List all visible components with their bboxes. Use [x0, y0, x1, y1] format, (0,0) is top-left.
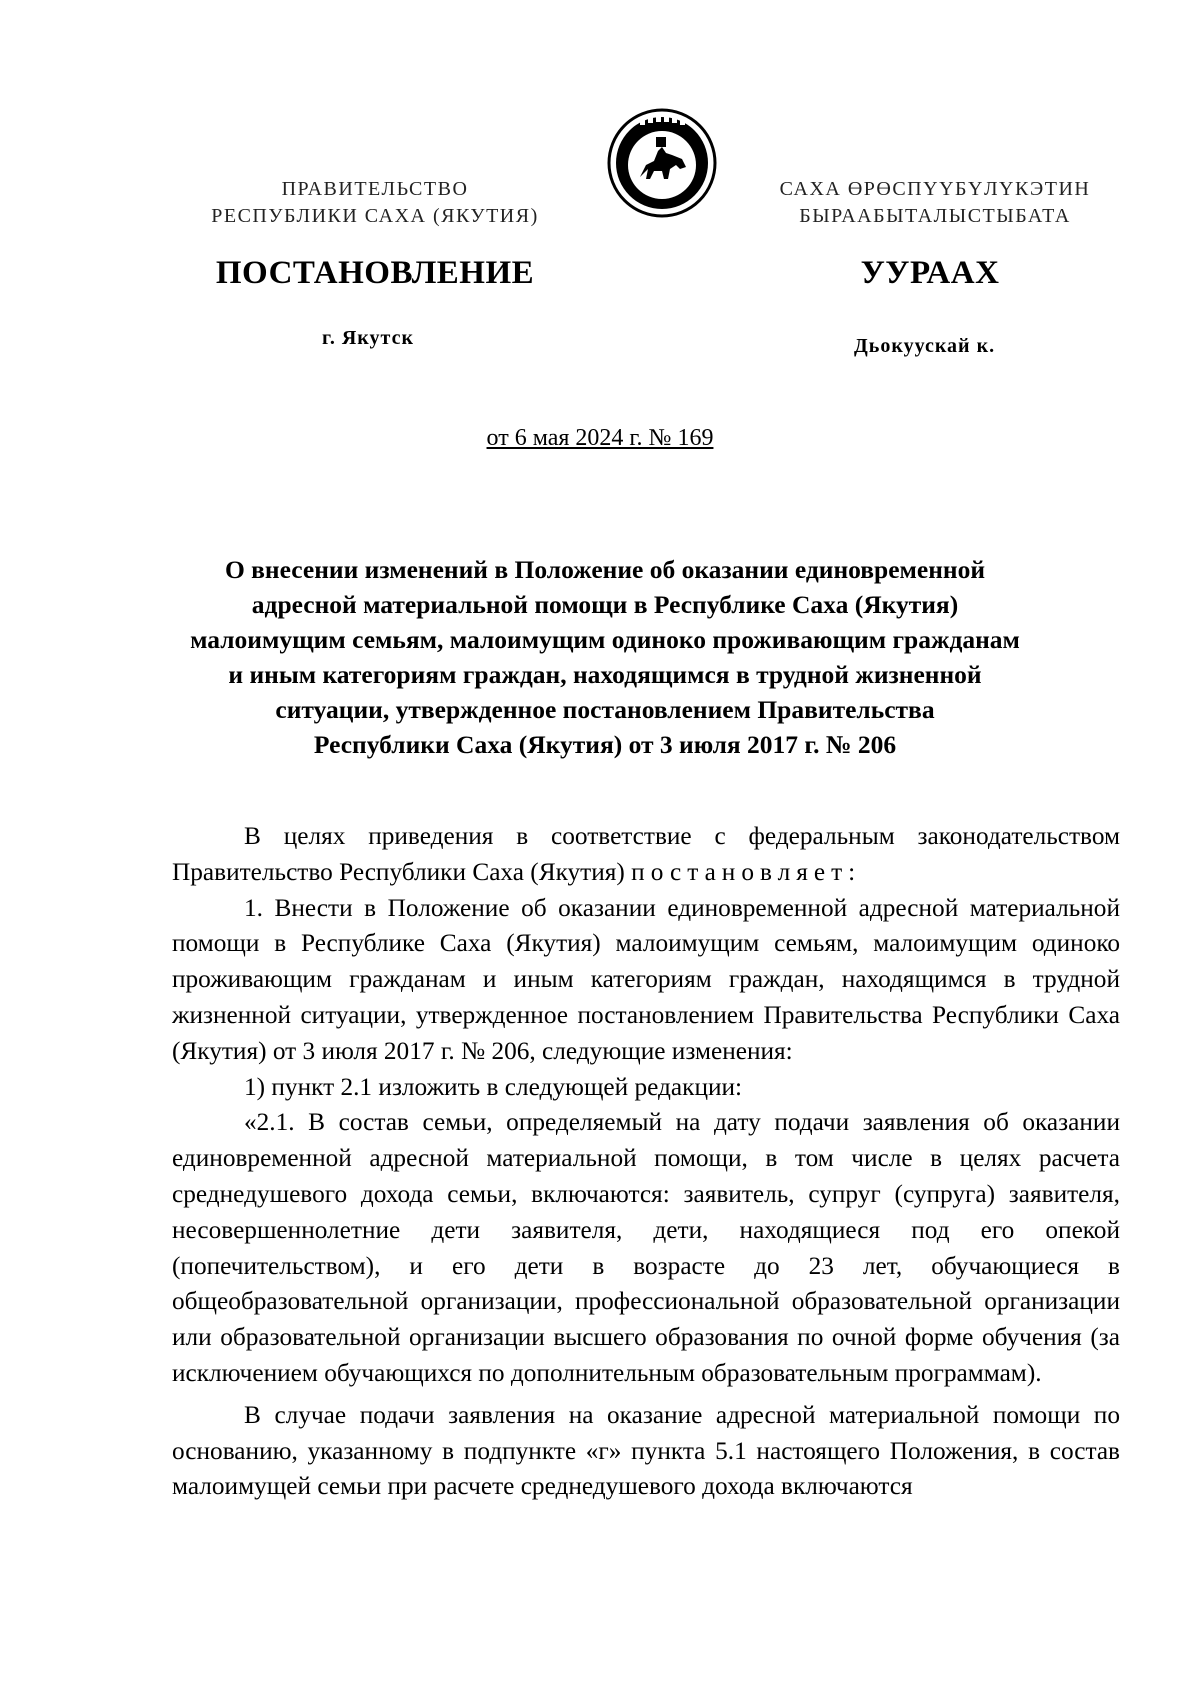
subject-line: и иным категориям граждан, находящимся в трудной жизненной [228, 660, 982, 689]
issuer-name-sakha [755, 176, 1115, 230]
preamble-text: В целях приведения в соответствие с федеральным законодательством Правительство Республики Саха (Якутия) [172, 822, 1120, 886]
document-type-sakha: УУРААХ [860, 255, 1000, 291]
date-number-text: от 6 мая 2024 г. № 169 [486, 425, 714, 451]
subject-line: Республики Саха (Якутия) от 3 июля 2017 г. № 206 [313, 730, 897, 759]
document-date-number [0, 425, 1200, 452]
coat-of-arms-emblem-icon [606, 107, 718, 219]
subject-line: ситуации, утвержденное постановлением Правительства [275, 695, 935, 724]
document-type-russian: ПОСТАНОВЛЕНИЕ [215, 255, 535, 291]
document-subject [160, 552, 1050, 762]
issuer-line-1-sakha: САХА ӨРӨСПҮҮБҮЛҮКЭТИН [779, 178, 1091, 200]
subparagraph-1: 1) пункт 2.1 изложить в следующей редакции: [244, 1072, 743, 1101]
preamble-paragraph [172, 819, 1120, 891]
quoted-paragraph: «2.1. В состав семьи, определяемый на дату подачи заявления об оказании единовременной адресной материальной помощи, в том числе в целях расчета среднедушевого дохода семьи, включаются: заявитель, супруг (супруга) заявителя, несовершеннолетние дети заявителя, дети, находящиеся под его опекой (попечительством), и его дети в возрасте до 23 лет, обучающиеся в общеобразовательной организации, профессиональной образовательной организации или образовательной организации высшего образования по очной форме обучения (за исключением обучающихся по дополнительным образовательным программам). [172, 1108, 1120, 1387]
decree-verb: постановляет: [631, 857, 862, 886]
subject-line: О внесении изменений в Положение об оказании единовременной [224, 555, 986, 584]
continuation-paragraph: В случае подачи заявления на оказание адресной материальной помощи по основанию, указанному в подпункте «г» пункта 5.1 настоящего Положения, в состав малоимущей семьи при расчете среднедушевого дохода включаются [172, 1400, 1120, 1501]
document-body [172, 819, 1120, 1505]
city-russian: г. Якутск [322, 327, 414, 349]
issuer-name-russian [175, 176, 575, 230]
city-sakha: Дьокуускай к. [854, 335, 996, 357]
issuer-line-1: ПРАВИТЕЛЬСТВО [281, 178, 469, 200]
issuer-line-2: РЕСПУБЛИКИ САХА (ЯКУТИЯ) [211, 205, 539, 227]
subject-line: адресной материальной помощи в Республике Саха (Якутия) [251, 590, 959, 619]
subject-line: малоимущим семьям, малоимущим одиноко проживающим гражданам [190, 625, 1020, 654]
issuer-line-2-sakha: БЫРААБЫТАЛЫСТЫБАТА [799, 205, 1071, 227]
paragraph-1: 1. Внести в Положение об оказании единовременной адресной материальной помощи в Республике Саха (Якутия) малоимущим семьям, малоимущим одиноко проживающим гражданам и иным категориям граждан, находящимся в трудной жизненной ситуации, утвержденное постановлением Правительства Республики Саха (Якутия) от 3 июля 2017 г. № 206, следующие изменения: [172, 893, 1120, 1065]
